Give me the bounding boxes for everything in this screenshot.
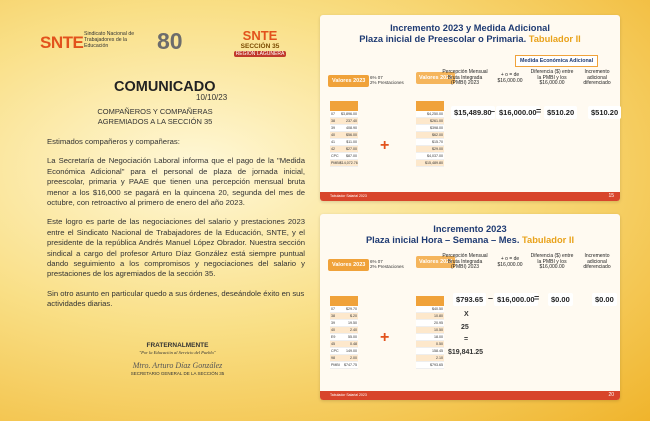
table-row	[330, 362, 358, 369]
row-value: $56.00	[346, 133, 357, 137]
minus: –	[490, 106, 496, 116]
table-header	[330, 101, 358, 111]
table-b	[416, 296, 444, 369]
table-row	[416, 160, 444, 167]
slide-hora-semana-mes	[320, 214, 620, 400]
row-value: 20.95	[434, 321, 443, 325]
val-limit: $16,000.00	[496, 106, 540, 119]
plus-icon: +	[380, 329, 390, 346]
row-value: 149.00	[346, 349, 357, 353]
row-code: CPC	[331, 349, 339, 353]
pct-note	[370, 75, 404, 85]
table-row	[330, 118, 358, 125]
row-code: PMBI	[331, 363, 340, 367]
row-value: 408.90	[346, 126, 357, 130]
medida-box: Medida Económica Adicional	[515, 55, 598, 67]
addressee	[60, 107, 250, 127]
table-row	[416, 132, 444, 139]
table-row	[416, 153, 444, 160]
row-value: $747.75	[344, 363, 357, 367]
sign-role: SECRETARIO GENERAL DE LA SECCIÓN 35	[130, 371, 225, 376]
table-row	[330, 139, 358, 146]
signature: Mtro. Arturo Díaz González	[132, 361, 223, 370]
row-value: $3,896.00	[341, 112, 357, 116]
val-diff: $0.00	[548, 293, 573, 306]
table-row	[416, 341, 444, 348]
row-value: 0.50	[436, 342, 443, 346]
table-a	[330, 296, 358, 369]
table-header	[416, 101, 444, 111]
row-value: 55.00	[348, 335, 357, 339]
slide1-title-1: Incremento 2023 y Medida Adicional	[390, 23, 550, 33]
row-value: $.20	[350, 314, 357, 318]
sign-motto: "Por la Educación al Servicio del Pueblo"	[139, 350, 216, 355]
row-value: $40.50	[432, 307, 443, 311]
row-value: $87.00	[346, 154, 357, 158]
slide1-title-2-text: Plaza inicial de Preescolar o Primaria.	[359, 34, 527, 44]
paragraph-3: Sin otro asunto en particular quedo a sus órdenes, deseándole éxito en sus actividades diarias.	[47, 288, 305, 309]
row-code: 38	[331, 314, 335, 318]
hdr-diff: Diferencia ($) entre la PMBI y los $16,000.00	[530, 253, 574, 270]
anniversary-80-logo: 80	[157, 28, 183, 54]
row-value: $27.00	[346, 147, 357, 151]
table-row	[416, 313, 444, 320]
val-pmbi: $793.65	[453, 293, 486, 306]
val-diff: $510.20	[544, 106, 577, 119]
table-row	[416, 334, 444, 341]
paragraph-1: La Secretaría de Negociación Laboral informa que el pago de la "Medida Económica Adicional" para el personal de plaza de jornada inicial, preescolar, primaria y PAAE que tienen una percepción mensual bruta menor a los $16,000 se pagará en la quincena 20, segunda del mes de octubre, con retroactivo al primero de enero del año 2023.	[47, 156, 305, 208]
row-code: 98	[331, 356, 335, 360]
val-pmbi: $15,489.80	[451, 106, 495, 119]
table-row	[330, 320, 358, 327]
snte-subtitle: Sindicato Nacional de Trabajadores de la Educación	[84, 31, 135, 49]
table-row	[330, 160, 358, 167]
row-code: PMBI	[331, 161, 340, 165]
equals: =	[536, 106, 542, 116]
hdr-limit: + o = de $16,000.00	[497, 72, 523, 84]
pct-note	[370, 259, 404, 269]
slide2-title-2	[320, 235, 620, 246]
table-row	[330, 348, 358, 355]
row-value: $29.70	[346, 307, 357, 311]
row-code: 40	[331, 133, 335, 137]
valores-label: Valores 2023	[328, 75, 369, 87]
table-header	[416, 296, 444, 306]
row-value: 2.10	[436, 356, 443, 360]
row-code: 07	[331, 307, 335, 311]
row-value: 237.40	[346, 119, 357, 123]
row-value: $14,072.76	[339, 161, 358, 165]
greeting: Estimados compañeros y compañeras:	[47, 137, 180, 146]
communique-panel	[0, 0, 310, 421]
slide2-page-number: 20	[608, 392, 614, 398]
row-value: 10.50	[434, 328, 443, 332]
table-row	[416, 327, 444, 334]
hdr-inc: Incremento adicional diferenciado	[583, 69, 611, 86]
row-value: 0.48	[350, 342, 357, 346]
hdr-limit: + o = de $16,000.00	[497, 256, 523, 268]
slide1-title-2	[320, 34, 620, 45]
table-row	[330, 327, 358, 334]
slide2-title	[320, 224, 620, 246]
sec35-snte: SNTE	[242, 28, 278, 43]
row-value: 2.00	[350, 356, 357, 360]
table-row	[416, 355, 444, 362]
pct2: 2% Prestaciones	[370, 80, 404, 85]
table-row	[416, 111, 444, 118]
valores2-label: Valores 2023	[416, 256, 455, 268]
row-value: $4,250.00	[427, 112, 443, 116]
date: 10/10/23	[196, 93, 228, 102]
table-row	[330, 125, 358, 132]
hdr-perc: Percepción Mensual Bruta Integrada (PMBI) 2023	[442, 253, 488, 270]
table-row	[416, 320, 444, 327]
row-code: 39	[331, 321, 335, 325]
slide1-footer	[320, 192, 620, 201]
table-row	[330, 313, 358, 320]
sec35-region: REGIÓN LAGUNERA	[235, 51, 285, 57]
row-value: 2.40	[350, 328, 357, 332]
row-value: $15,489.80	[425, 161, 443, 165]
row-code: E9	[331, 335, 336, 339]
row-value: $15.70	[432, 140, 443, 144]
slide2-tab: Tabulador II	[522, 235, 575, 245]
section-35-logo	[234, 28, 286, 68]
table-row	[330, 111, 358, 118]
table-a	[330, 101, 358, 167]
row-value: $11.00	[346, 140, 357, 144]
table-row	[330, 341, 358, 348]
table-header	[330, 296, 358, 306]
addressee-line-1: COMPAÑEROS Y COMPAÑERAS	[97, 107, 213, 116]
row-value: $4,037.00	[427, 154, 443, 158]
plus-icon: +	[380, 137, 390, 154]
row-code: 41	[331, 140, 335, 144]
row-value: $793.65	[430, 363, 443, 367]
pct1: 6% 07	[370, 259, 383, 264]
sec35-label: SECCIÓN 35	[240, 43, 280, 50]
body-text	[47, 137, 305, 319]
row-code: CPC	[331, 154, 339, 158]
table-row	[416, 362, 444, 369]
table-row	[330, 334, 358, 341]
val-inc: $510.20	[588, 106, 621, 119]
row-value: $398.00	[430, 126, 443, 130]
row-value: 19.50	[348, 321, 357, 325]
row-code: 42	[331, 147, 335, 151]
slide2-footer	[320, 391, 620, 400]
paragraph-2: Este logro es parte de las negociaciones del salario y prestaciones 2023 entre el Sindicato Nacional de Trabajadores de la Educación, SNTE, y el presidente de la república Andrés Manuel López Obrador. Nuestra sección sindical a cargo del profesor Arturo Díaz González está siempre puntual dando seguimiento a los compromisos y negociaciones del salario y prestaciones de los agremiados de la sección 35.	[47, 217, 305, 279]
annual-total: $19,841.25	[448, 349, 484, 356]
slide2-footer-text: Tabulador Salarial 2023	[330, 393, 367, 397]
table-row	[416, 125, 444, 132]
table-row	[330, 146, 358, 153]
val-inc: $0.00	[592, 293, 617, 306]
multiplier: 25	[461, 324, 469, 331]
row-code: 39	[331, 126, 335, 130]
slide2-title-2-text: Plaza inicial Hora – Semana – Mes.	[365, 235, 520, 245]
row-code: 07	[331, 112, 335, 116]
pct1: 6% 07	[370, 75, 383, 80]
result-equals: =	[464, 336, 469, 343]
hdr-diff: Diferencia ($) entre la PMBI y los $16,000.00	[530, 69, 574, 86]
table-row	[416, 139, 444, 146]
row-value: $29.00	[432, 147, 443, 151]
sign-fraternal: FRATERNALMENTE	[146, 342, 209, 349]
table-row	[330, 355, 358, 362]
slide1-title	[320, 23, 620, 45]
snte-logo: SNTE	[40, 33, 84, 52]
slide1-page-number: 15	[608, 193, 614, 199]
slide1-tab: Tabulador II	[528, 34, 581, 44]
row-value: 158.45	[432, 349, 443, 353]
equals: =	[534, 293, 540, 303]
valores-label: Valores 2023	[328, 259, 369, 271]
slide1-footer-text: Tabulador Salarial 2023	[330, 194, 367, 198]
hdr-perc: Percepción Mensual Bruta Integrada (PMBI) 2023	[442, 69, 488, 86]
table-row	[416, 146, 444, 153]
table-row	[416, 306, 444, 313]
row-code: 45	[331, 342, 335, 346]
row-code: 38	[331, 119, 335, 123]
minus: –	[488, 293, 494, 303]
slide-preescolar	[320, 15, 620, 201]
times: X	[464, 311, 469, 318]
slide2-title-1: Incremento 2023	[433, 224, 507, 234]
val-limit: $16,000.00	[494, 293, 538, 306]
hdr-inc: Incremento adicional diferenciado	[583, 253, 611, 270]
valores2-label: Valores 2023	[416, 72, 455, 84]
table-b	[416, 101, 444, 167]
pct2: 2% Prestaciones	[370, 264, 404, 269]
table-row	[330, 306, 358, 313]
row-value: 18.00	[434, 335, 443, 339]
signature-block	[50, 342, 305, 376]
table-row	[330, 153, 358, 160]
row-value: $62.00	[432, 133, 443, 137]
table-row	[416, 118, 444, 125]
row-value: 10.80	[434, 314, 443, 318]
table-row	[330, 132, 358, 139]
row-code: 40	[331, 328, 335, 332]
table-row	[416, 348, 444, 355]
addressee-line-2: AGREMIADOS A LA SECCIÓN 35	[97, 117, 213, 126]
page-title: COMUNICADO	[114, 79, 216, 95]
row-value: $261.00	[430, 119, 443, 123]
